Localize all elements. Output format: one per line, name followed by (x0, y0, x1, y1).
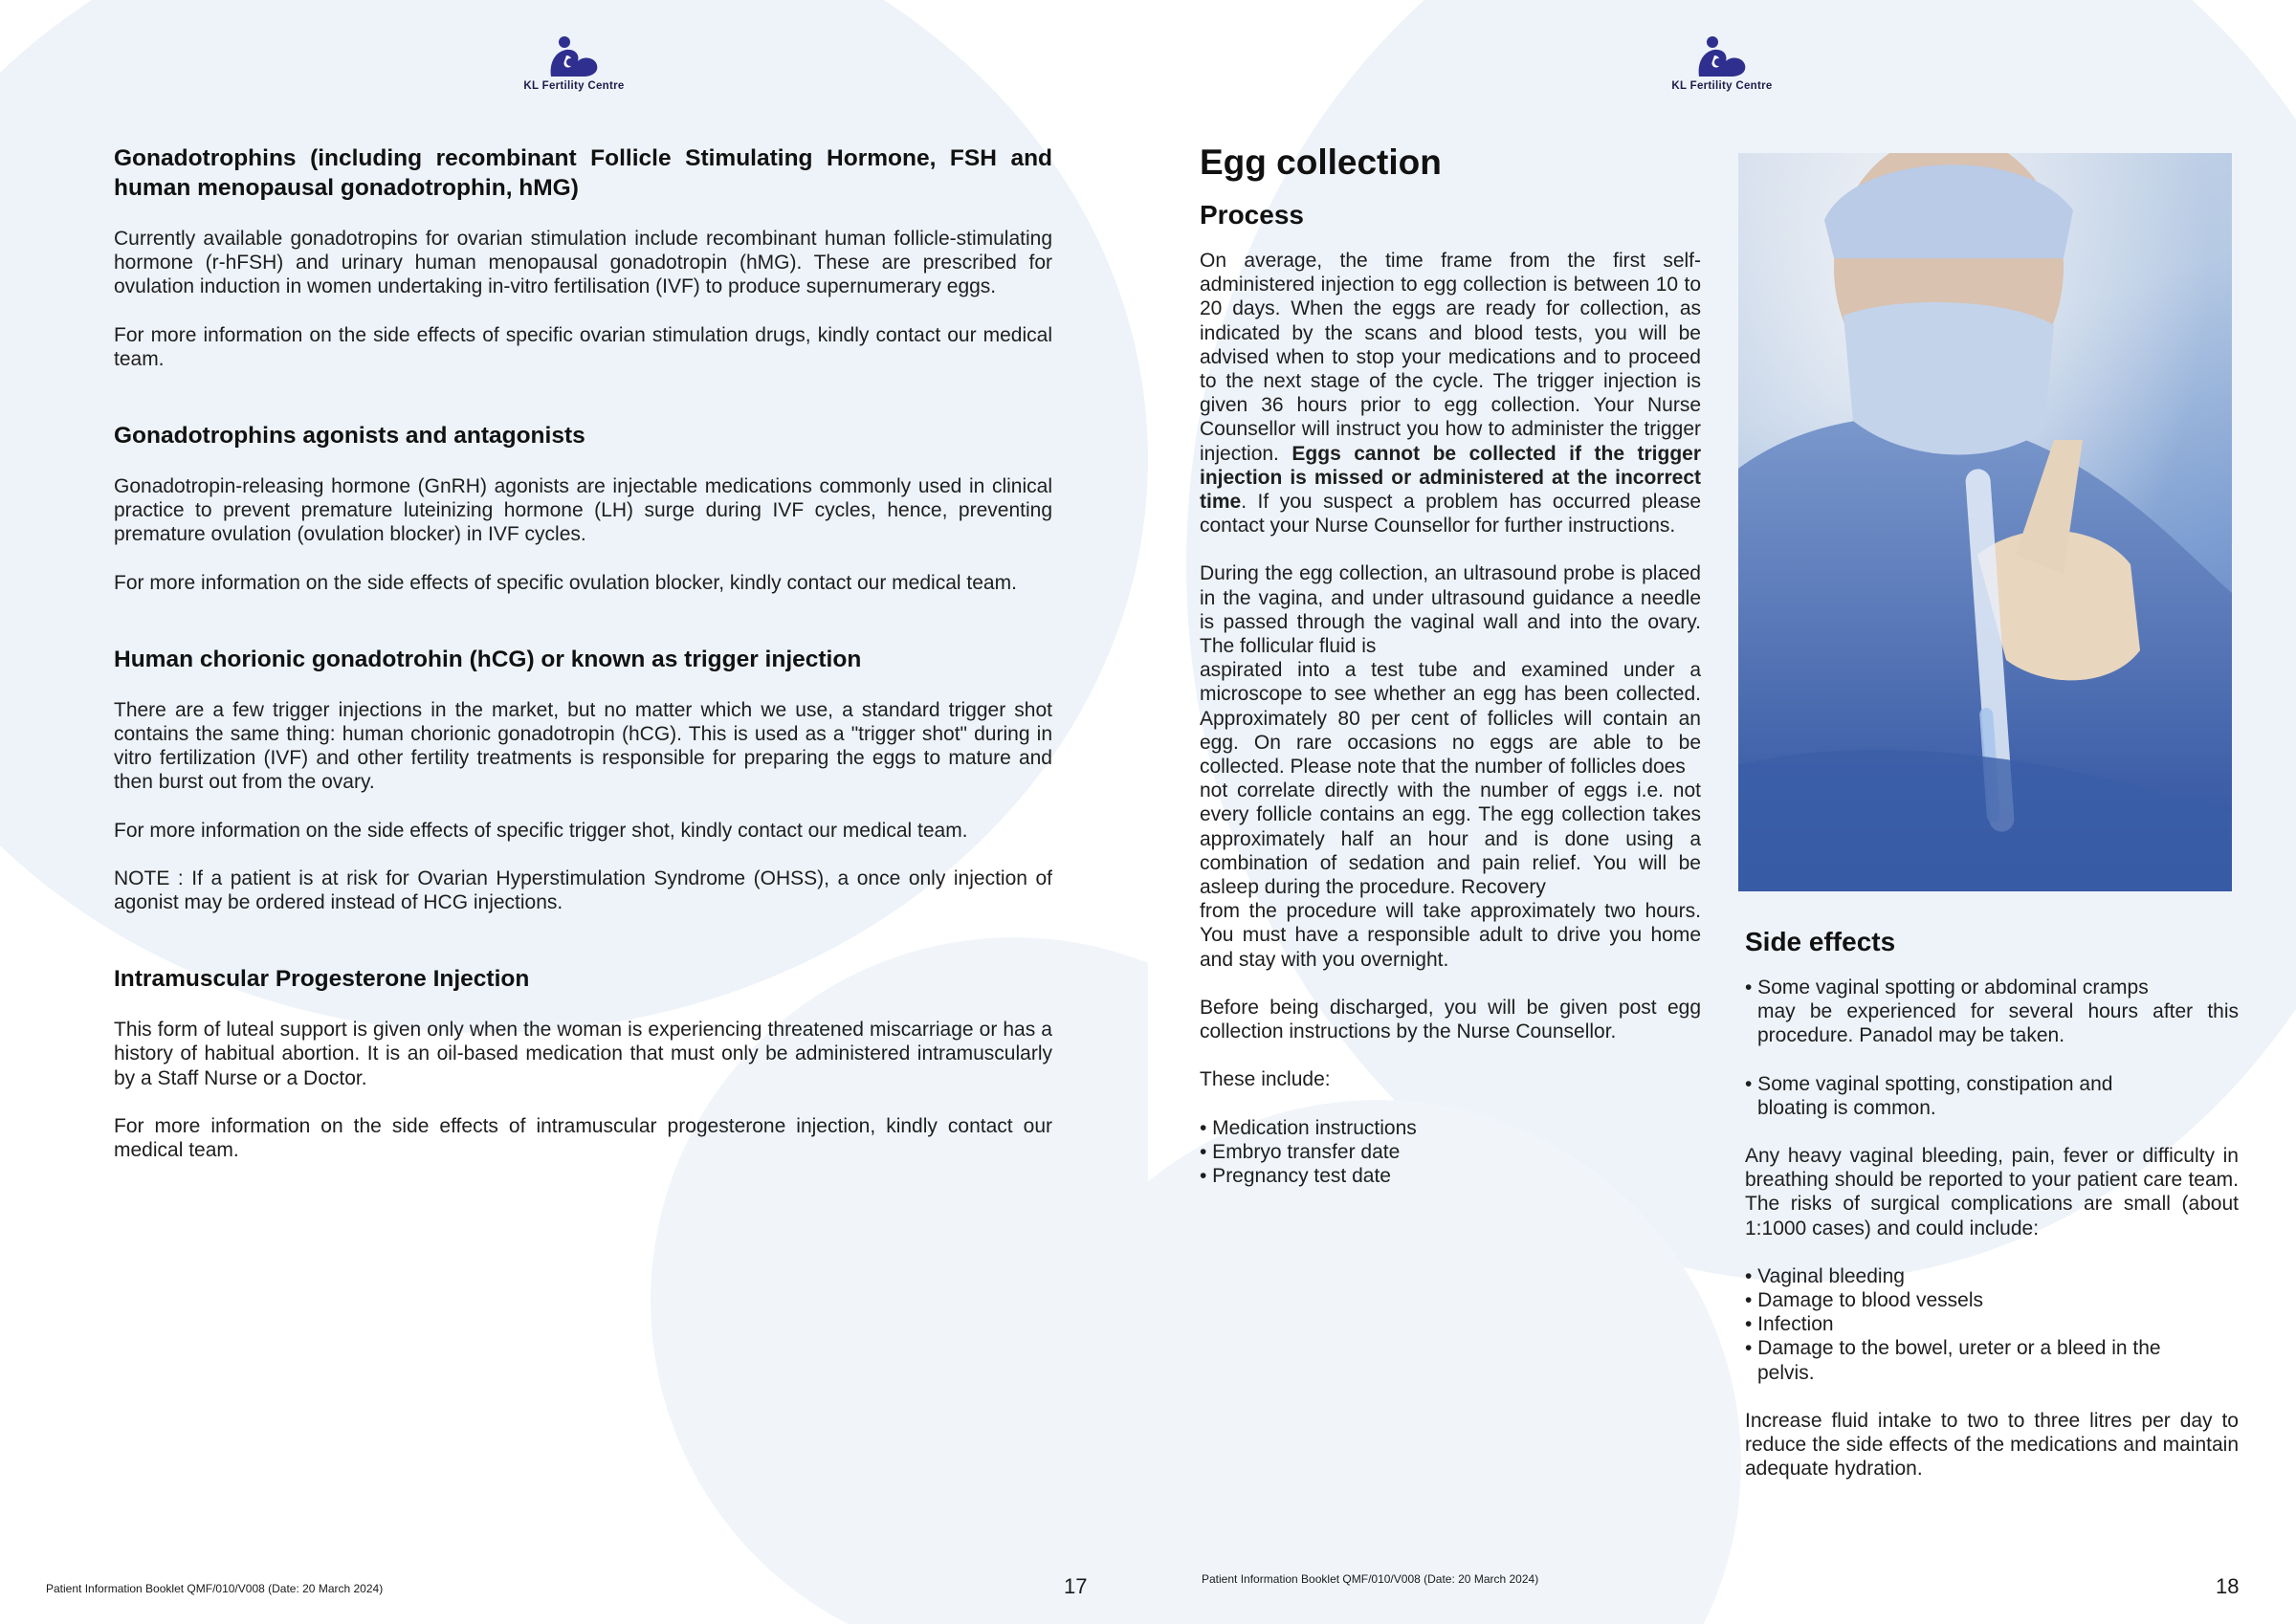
list-item-continuation: may be experienced for several hours after this procedure. Panadol may be taken. (1757, 1000, 2239, 1047)
list-item-continuation: pelvis. (1757, 1361, 1815, 1384)
clinic-logo (497, 34, 651, 92)
process-heading: Process (1200, 200, 1304, 230)
list-item: • Damage to blood vessels (1745, 1289, 1983, 1312)
kl-fertility-logo-icon (1693, 34, 1751, 78)
page-footer: Patient Information Booklet QMF/010/V008 (Date: 20 March 2024) (1202, 1572, 1539, 1586)
page-18 (1148, 0, 2296, 1624)
list-item: • Pregnancy test date (1200, 1164, 1391, 1187)
logo-text: KL Fertility Centre (523, 80, 625, 92)
process-paragraph (1200, 561, 1701, 971)
list-item: • Embryo transfer date (1200, 1140, 1401, 1163)
process-column (1200, 142, 1701, 1188)
text-run: from the procedure will take approximately two hours. You must have a responsible adult to drive you home and stay with you overnight. (1200, 900, 1701, 971)
hydration-paragraph: Increase fluid intake to two to three litres per day to reduce the side effects of the medications and maintain adequate hydration. (1745, 1409, 2239, 1481)
process-paragraph: These include: (1200, 1068, 1331, 1091)
side-effects-heading: Side effects (1745, 927, 1896, 956)
process-paragraph: Before being discharged, you will be given post egg collection instructions by the Nurse Counsellor. (1200, 996, 1701, 1043)
lab-photo (1738, 153, 2232, 891)
list-item: • Vaginal bleeding (1745, 1264, 1905, 1287)
section-heading: Gonadotrophins agonists and antagonists (114, 423, 585, 450)
list-item: • Infection (1745, 1313, 1834, 1336)
text-run: On average, the time frame from the first self-administered injection to egg collection is between 10 to 20 days. When the eggs are ready for collection, as indicated by the scans and blood tests, you will be advised when to stop your medications and to proceed to the next stage of the cycle. The trigger injection is given 36 hours prior to egg collection. Your Nurse Counsellor will instruct you how to administer the trigger injection. (1200, 250, 1701, 465)
side-effects-list (1745, 976, 2239, 1048)
text-run: During the egg collection, an ultrasound probe is placed in the vagina, and under ultrasound guidance a needle is passed through the vaginal wall and into the ovary. The follicular fluid is (1200, 562, 1701, 658)
list-item: • Some vaginal spotting, constipation and (1745, 1072, 2113, 1095)
clinic-logo (1645, 34, 1799, 92)
section-heading: Gonadotrophins (including recombinant Follicle Stimulating Hormone, FSH and human menopausal gonadotrophin, hMG) (114, 145, 1052, 201)
paragraph: For more information on the side effects of intramuscular progesterone injection, kindly contact our medical team. (114, 1114, 1052, 1162)
paragraph: For more information on the side effects of specific trigger shot, kindly contact our medical team. (114, 819, 968, 842)
warning-text: Eggs cannot be collected if the trigger injection is missed or administered at the incorrect time (1200, 442, 1702, 514)
section-heading: Human chorionic gonadotrohin (hCG) or known as trigger injection (114, 646, 862, 672)
paragraph: There are a few trigger injections in the market, but no matter which we use, a standard trigger shot contains the same thing: human chorionic gonadotropin (hCG). This is used as a "trigger shot" during in vitro fertilization (IVF) and other fertility treatments is responsible for preparing the eggs to mature and then burst out from the ovary. (114, 698, 1052, 794)
lab-photo-illustration (1738, 153, 2232, 891)
note-paragraph: NOTE : If a patient is at risk for Ovarian Hyperstimulation Syndrome (OHSS), a once only injection of agonist may be ordered instead of HCG injections. (114, 867, 1052, 914)
instructions-list (1200, 1116, 1701, 1189)
paragraph: For more information on the side effects of specific ovulation blocker, kindly contact our medical team. (114, 571, 1017, 594)
list-item-continuation: bloating is common. (1757, 1096, 1936, 1119)
list-item: • Some vaginal spotting or abdominal cramps (1745, 977, 2149, 999)
paragraph: Gonadotropin-releasing hormone (GnRH) agonists are injectable medications commonly used in clinical practice to prevent premature luteinizing hormone (LH) surge during IVF cycles, hence, preventing premature ovulation (ovulation blocker) in IVF cycles. (114, 475, 1052, 546)
text-run: not correlate directly with the number of eggs i.e. not every follicle contains an egg. The egg collection takes approximately half an hour and is done using a combination of sedation and pain relief. You will be asleep during the procedure. Recovery (1200, 779, 1701, 899)
section-heading: Intramuscular Progesterone Injection (114, 966, 530, 993)
logo-text: KL Fertility Centre (1671, 80, 1773, 92)
page-title: Egg collection (1200, 143, 1442, 182)
process-paragraph (1200, 249, 1701, 538)
list-item: • Medication instructions (1200, 1116, 1417, 1139)
paragraph: This form of luteal support is given only when the woman is experiencing threatened miscarriage or has a history of habitual abortion. It is an oil-based medication that must only be administered intramuscularly by a Staff Nurse or a Doctor. (114, 1019, 1052, 1089)
risks-paragraph: Any heavy vaginal bleeding, pain, fever or difficulty in breathing should be reported to your patient care team. The risks of surgical complications are small (about 1:1000 cases) and could include: (1745, 1145, 2239, 1240)
side-effects-list (1745, 1072, 2239, 1120)
risks-list (1745, 1264, 2239, 1385)
page-footer: Patient Information Booklet QMF/010/V008 (Date: 20 March 2024) (46, 1582, 384, 1595)
side-effects-column (1745, 926, 2239, 1481)
list-item: • Damage to the bowel, ureter or a bleed in the (1745, 1337, 2161, 1360)
left-column (114, 143, 1052, 1162)
page-number: 17 (1064, 1574, 1088, 1598)
page-number: 18 (2216, 1574, 2240, 1598)
paragraph: Currently available gonadotropins for ovarian stimulation include recombinant human follicle-stimulating hormone (r-hFSH) and urinary human menopausal gonadotropin (hMG). These are prescribed for ovulation induction in women undertaking in-vitro fertilisation (IVF) to produce supernumerary eggs. (114, 228, 1052, 298)
paragraph: For more information on the side effects of specific ovarian stimulation drugs, kindly contact our medical team. (114, 323, 1052, 370)
text-run: . If you suspect a problem has occurred please contact your Nurse Counsellor for further instructions. (1200, 491, 1701, 538)
kl-fertility-logo-icon (545, 34, 603, 78)
text-run: aspirated into a test tube and examined under a microscope to see whether an egg has been collected. Approximately 80 per cent of follicles will contain an egg. On rare occasions no eggs are able to be collected. Please note that the number of follicles does (1200, 659, 1701, 779)
